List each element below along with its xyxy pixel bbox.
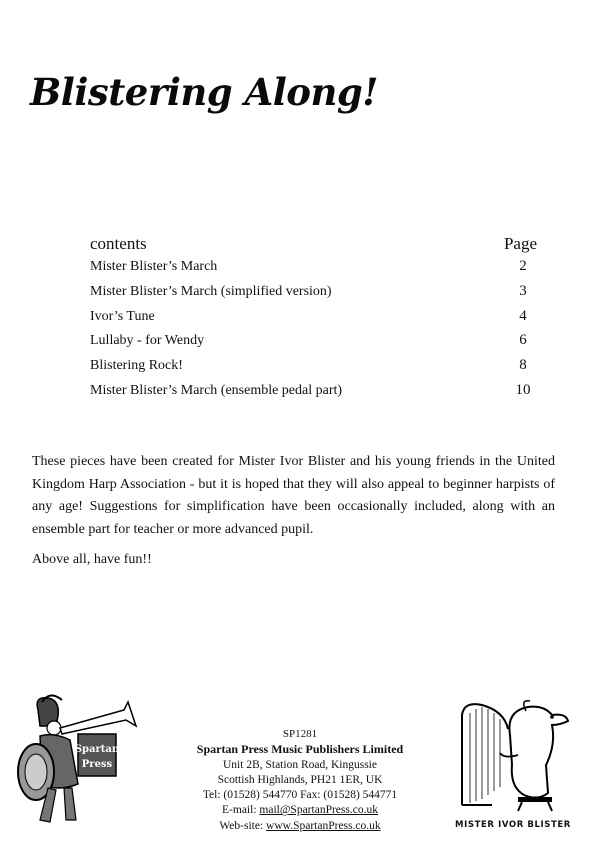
contents-item-title: Mister Blister’s March (ensemble pedal part) <box>90 382 343 398</box>
spartan-press-logo <box>12 692 144 830</box>
intro-paragraph: These pieces have been created for Mister Ivor Blister and his young friends in the United Kingdom Harp Association - but it is hoped that they will also appeal to beginner harpists of any age! Suggestions for simplification have been occasionally included, along with an ensemble part for teacher or more advanced pupil. <box>32 454 555 537</box>
contents-header <box>90 230 537 254</box>
contents-item <box>90 382 537 407</box>
publisher-address-1: Unit 2B, Station Road, Kingussie <box>223 758 377 771</box>
contents-item-page: 10 <box>515 381 531 398</box>
contents-item-page: 3 <box>519 282 527 299</box>
web-label: Web-site: <box>219 819 267 832</box>
publisher-info <box>150 727 450 834</box>
contents-item-page: 6 <box>519 332 527 349</box>
publisher-name: Spartan Press Music Publishers Limited <box>196 742 404 757</box>
publisher-phone: Tel: (01528) 544770 Fax: (01528) 544771 <box>202 789 398 802</box>
contents-item-title: Lullaby - for Wendy <box>90 333 205 349</box>
contents-item-page: 8 <box>519 357 527 374</box>
contents-heading: contents <box>90 234 147 253</box>
contents-item-page: 2 <box>519 258 527 274</box>
logo-text-2: Press <box>81 759 113 770</box>
contents-item-page: 4 <box>519 307 527 324</box>
publisher-email-line <box>150 803 450 818</box>
contents-item <box>90 332 537 357</box>
contents-item-title: Mister Blister’s March <box>90 259 218 274</box>
page-heading: Page <box>503 234 537 253</box>
catalogue-code: SP1281 <box>282 728 318 740</box>
email-label: E-mail: <box>222 804 260 817</box>
publisher-address-2: Scottish Highlands, PH21 1ER, UK <box>217 773 383 786</box>
closing-line: Above all, have fun!! <box>32 552 152 567</box>
contents-item <box>90 308 537 333</box>
web-link[interactable]: www.SpartanPress.co.uk <box>266 819 381 832</box>
page-title: Blistering Along! <box>30 70 379 114</box>
mascot-harp-illustration <box>448 695 578 813</box>
contents-list <box>90 230 537 407</box>
logo-text-1: Spartan <box>74 744 120 755</box>
contents-item-title: Mister Blister’s March (simplified version) <box>90 283 332 299</box>
contents-item-title: Blistering Rock! <box>90 358 183 374</box>
email-link[interactable]: mail@SpartanPress.co.uk <box>259 804 378 817</box>
contents-item-title: Ivor’s Tune <box>90 308 155 324</box>
contents-item <box>90 258 537 283</box>
publisher-web-line <box>150 819 450 834</box>
contents-item <box>90 357 537 382</box>
contents-item <box>90 283 537 308</box>
mascot-caption: MISTER IVOR BLISTER <box>455 820 571 830</box>
